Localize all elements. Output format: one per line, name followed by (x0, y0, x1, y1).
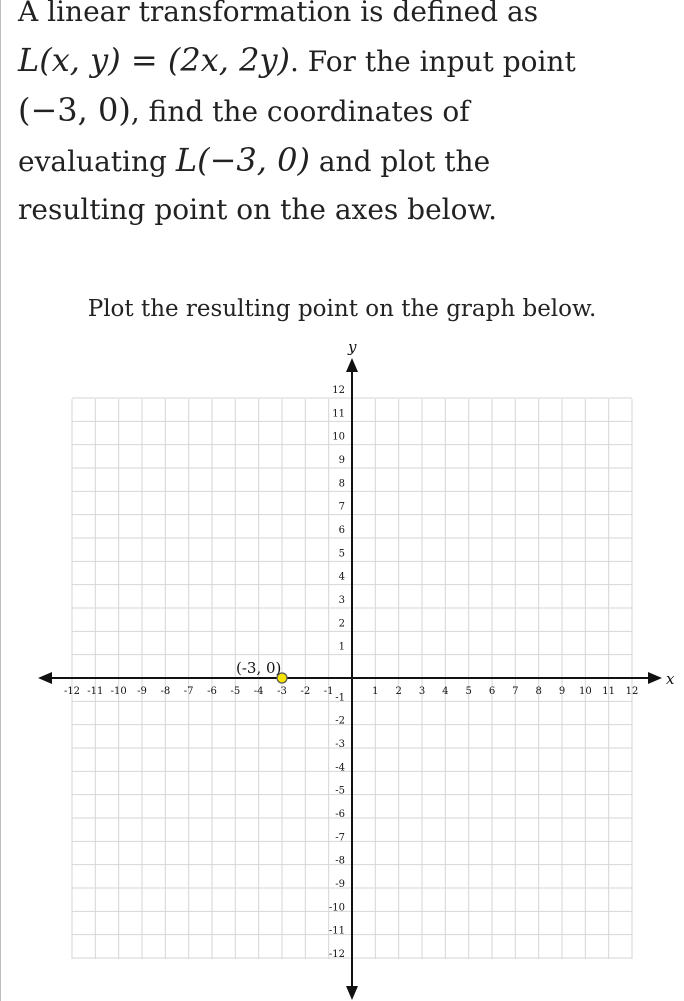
x-tick-label: 5 (465, 686, 472, 697)
y-tick-label: 3 (338, 595, 345, 606)
formula-equals: = (130, 41, 158, 79)
y-tick-label: -4 (335, 762, 345, 774)
eval-expression: L(−3, 0) (175, 141, 310, 179)
problem-intro-text: A linear transformation is defined as (18, 0, 539, 28)
y-tick-label: -5 (335, 785, 345, 797)
y-tick-label: -1 (335, 692, 345, 704)
x-tick-label: -1 (323, 686, 334, 697)
x-tick-label: -11 (87, 686, 104, 697)
y-tick-label: -10 (328, 902, 345, 914)
input-point: (−3, 0) (18, 91, 131, 129)
y-tick-label: 2 (338, 618, 345, 630)
x-tick-label: 4 (442, 686, 449, 697)
y-axis-top-arrow (346, 358, 358, 372)
y-tick-label: -3 (335, 739, 345, 750)
y-tick-label: 5 (338, 548, 345, 560)
problem-statement (18, 0, 678, 234)
data-point-label: (-3, 0) (236, 659, 282, 677)
x-tick-label: 7 (512, 686, 519, 697)
x-tick-label: 3 (418, 686, 426, 697)
y-axis-label: y (348, 340, 357, 356)
problem-line-3 (18, 86, 678, 136)
y-tick-label: -9 (335, 879, 345, 890)
problem-line-4-tail: and plot the (318, 145, 491, 178)
y-tick-label: 11 (332, 408, 345, 420)
y-tick-label: 8 (338, 478, 345, 490)
x-tick-label: -2 (300, 686, 311, 697)
y-tick-label: 6 (338, 525, 345, 536)
y-axis-bottom-arrow (346, 986, 358, 1000)
y-tick-label: -8 (335, 855, 345, 867)
x-tick-label: 12 (625, 686, 639, 697)
formula (18, 41, 290, 79)
y-tick-label: -7 (335, 832, 345, 844)
x-tick-label: 6 (488, 686, 496, 697)
problem-line-2 (18, 36, 678, 86)
coordinate-plane[interactable] (0, 340, 684, 1001)
y-tick-label: -6 (335, 809, 345, 820)
y-tick-label: -12 (328, 949, 345, 960)
problem-line-5-text: resulting point on the axes below. (18, 193, 498, 226)
plot-instruction: Plot the resulting point on the graph below. (87, 296, 597, 322)
x-tick-label: -9 (137, 686, 147, 697)
x-tick-label: 2 (395, 686, 402, 697)
y-tick-label: -2 (335, 715, 345, 727)
y-tick-label: -11 (328, 925, 345, 937)
x-tick-label: -10 (110, 686, 127, 697)
y-tick-label: 1 (338, 641, 345, 653)
problem-line-4 (18, 136, 678, 186)
x-tick-label: -3 (277, 686, 287, 697)
y-tick-label: 12 (332, 385, 345, 396)
problem-line-3-tail: , find the coordinates of (130, 95, 470, 128)
formula-rhs: (2x, 2y) (167, 41, 290, 79)
x-axis-left-arrow (38, 672, 52, 684)
x-axis-right-arrow (648, 672, 662, 684)
x-tick-label: -5 (230, 686, 241, 697)
formula-lhs: L(x, y) (18, 41, 121, 79)
x-tick-label: 8 (535, 686, 542, 697)
x-tick-label: -8 (160, 686, 171, 697)
x-tick-label: 10 (578, 686, 592, 697)
x-tick-label: -7 (183, 686, 194, 697)
y-tick-label: 10 (332, 431, 345, 443)
problem-line-5 (18, 186, 678, 234)
x-tick-label: 9 (558, 686, 566, 697)
y-tick-label: 7 (338, 501, 345, 513)
x-tick-label: -4 (253, 686, 264, 697)
problem-line-4-head: evaluating (18, 145, 167, 178)
x-tick-label: 11 (602, 686, 616, 697)
y-tick-label: 9 (338, 455, 345, 466)
x-tick-label: 1 (372, 686, 379, 697)
x-tick-label: -12 (63, 686, 81, 697)
y-tick-label: 4 (338, 571, 345, 583)
problem-line-2-tail: . For the input point (290, 45, 576, 78)
x-axis-label: x (666, 670, 675, 688)
x-tick-label: -6 (207, 686, 217, 697)
problem-line-1 (18, 0, 678, 36)
